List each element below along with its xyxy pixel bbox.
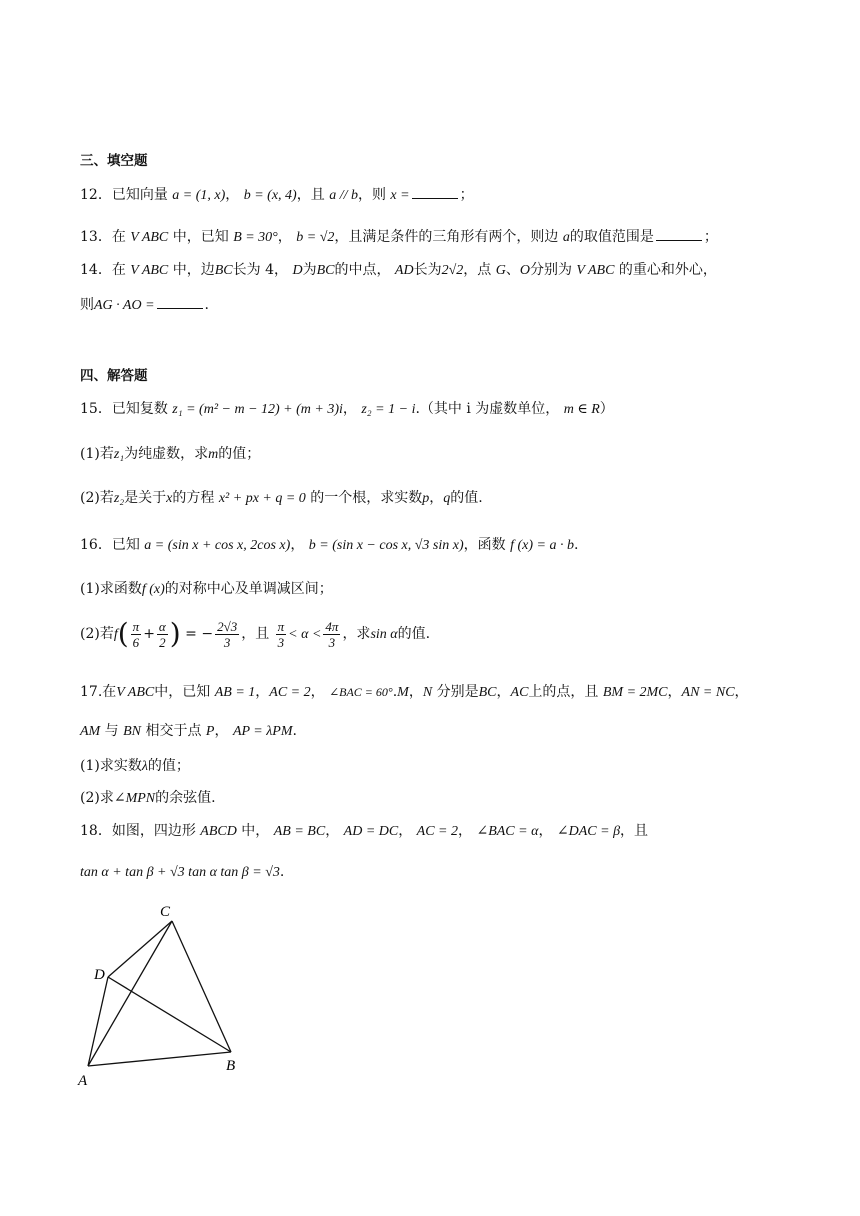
question-text: 长为 4， xyxy=(232,262,288,278)
fraction-numerator: π xyxy=(132,618,140,634)
fraction-denominator: 3 xyxy=(328,634,336,650)
separator: . xyxy=(204,297,209,313)
question-text: ，求 xyxy=(342,626,371,642)
separator: . xyxy=(279,864,285,880)
part-label: (1)求实数 xyxy=(80,758,142,774)
question-text: 的值. xyxy=(397,626,431,642)
operator: + xyxy=(143,626,155,642)
separator: ， xyxy=(310,684,325,700)
question-text: 在 xyxy=(111,262,126,278)
question-text: 为纯虚数，求 xyxy=(124,446,209,462)
separator: ， xyxy=(325,823,340,839)
question-text: 中，已知 xyxy=(172,229,229,245)
variable: q xyxy=(443,491,451,506)
part-label: (2)求 xyxy=(80,790,114,806)
diagonal-ac xyxy=(88,921,172,1066)
question-text: ，点 xyxy=(463,262,492,278)
right-paren: ) xyxy=(169,617,181,650)
function-symbol: f (x) xyxy=(141,582,165,597)
variable: z₂ xyxy=(113,491,125,506)
variable: P xyxy=(205,724,215,739)
question-text: 的对称中心及单调减区间； xyxy=(164,581,333,597)
variable: AM xyxy=(80,724,101,739)
sin-expr: sin α xyxy=(370,627,398,642)
variable: x xyxy=(166,491,173,506)
question-number: 17. xyxy=(80,684,103,700)
question-text: 的中点， xyxy=(334,262,391,278)
question-17-line-1 xyxy=(80,682,749,703)
separator: . xyxy=(573,537,579,553)
vector-b-expr: b = (sin x − cos x, √3 sin x) xyxy=(308,538,464,553)
variable: N xyxy=(422,685,433,700)
question-text: ，且满足条件的三角形有两个，则边 xyxy=(334,229,559,245)
question-12 xyxy=(80,184,474,206)
separator: ， xyxy=(290,537,305,553)
separator: ， xyxy=(225,187,240,203)
angle-condition: ∠BAC = 60° xyxy=(329,685,393,699)
edge-da xyxy=(88,977,108,1066)
question-text: 已知向量 xyxy=(111,187,168,203)
vertex-label-d: D xyxy=(94,967,105,983)
separator: ； xyxy=(459,187,474,203)
variable: z₁ xyxy=(113,447,125,462)
separator: . xyxy=(392,684,398,700)
separator: ， xyxy=(496,684,511,700)
separator: ， xyxy=(342,401,357,417)
question-18-line-1 xyxy=(80,821,648,842)
separator: ， xyxy=(398,823,413,839)
question-text: 的余弦值. xyxy=(155,790,216,806)
condition: AD = DC xyxy=(343,824,399,839)
vertex-label-c: C xyxy=(160,904,171,920)
part-label: (1)若 xyxy=(80,446,114,462)
question-text: 如图，四边形 xyxy=(111,823,196,839)
separator: ； xyxy=(703,229,718,245)
variable: λ xyxy=(141,759,148,774)
condition: AB = BC xyxy=(273,824,326,839)
question-15-part-1 xyxy=(80,444,260,465)
question-16-part-2 xyxy=(80,616,430,656)
separator: ， xyxy=(538,823,553,839)
edge-bc xyxy=(172,921,231,1052)
variable: a xyxy=(562,230,570,245)
question-text: 在 xyxy=(111,229,126,245)
question-text: 的值； xyxy=(147,758,190,774)
question-text: 的一个根，求实数 xyxy=(310,490,423,506)
vertex-label-b: B xyxy=(226,1058,236,1074)
fraction xyxy=(215,619,239,650)
question-text: 与 xyxy=(104,723,119,739)
condition: ∠BAC = α xyxy=(476,824,539,839)
m-domain: m ∈ R xyxy=(563,402,600,417)
fraction xyxy=(131,619,142,650)
angle-symbol: ∠MPN xyxy=(113,791,156,806)
edge-cd xyxy=(108,921,172,977)
separator: 、 xyxy=(505,262,520,278)
vector-b-expr: b = (x, 4) xyxy=(243,188,297,203)
question-text: 的重心和外心， xyxy=(618,262,717,278)
parallel-expr: a // b xyxy=(329,188,358,203)
condition: ∠DAC = β xyxy=(556,824,621,839)
question-text: 中，边 xyxy=(172,262,215,278)
separator: ， xyxy=(667,684,682,700)
question-text: 上的点，且 xyxy=(528,684,599,700)
edge-ab xyxy=(88,1052,231,1066)
variable: AD xyxy=(394,263,414,278)
variable: BC xyxy=(316,263,335,278)
separator: ，且 xyxy=(296,187,325,203)
separator: ， xyxy=(408,684,423,700)
variable: D xyxy=(292,263,303,278)
fraction-denominator: 6 xyxy=(132,634,140,650)
variable: G xyxy=(495,263,506,278)
variable: p xyxy=(422,491,430,506)
question-text: 相交于点 xyxy=(145,723,202,739)
vertex-label-a: A xyxy=(78,1073,88,1089)
question-15 xyxy=(80,399,614,420)
question-text: 的方程 xyxy=(172,490,215,506)
angle-condition: B = 30° xyxy=(233,230,278,245)
section-title-fill-in: 三、填空题 xyxy=(80,153,148,169)
variable: BC xyxy=(478,685,497,700)
value: 2√2 xyxy=(441,263,464,278)
side-condition: AC = 2 xyxy=(269,685,311,700)
question-text: 长为 xyxy=(413,262,442,278)
fraction-numerator: 2√3 xyxy=(217,618,238,634)
variable: m xyxy=(208,447,219,462)
fraction-numerator: α xyxy=(158,618,166,634)
vector-condition: AN = NC xyxy=(681,685,735,700)
question-text: 中， xyxy=(241,823,270,839)
function-symbol: f xyxy=(113,627,118,642)
fraction-numerator: 4π xyxy=(325,618,339,634)
triangle-symbol: V ABC xyxy=(576,263,615,278)
question-text: ，且 xyxy=(241,626,270,642)
question-text: ） xyxy=(599,401,614,417)
question-text: 的值. xyxy=(450,490,483,506)
question-text: 中，已知 xyxy=(154,684,211,700)
equation: tan α + tan β + √3 tan α tan β = √3 xyxy=(80,865,280,880)
separator: ， xyxy=(277,229,292,245)
question-13 xyxy=(80,226,718,248)
question-16-part-1 xyxy=(80,579,333,600)
fraction xyxy=(157,619,168,650)
side-condition: b = √2 xyxy=(296,230,335,245)
part-label: (1)求函数 xyxy=(80,581,142,597)
separator: ，则 xyxy=(357,187,386,203)
question-text: .（其中 i 为虚数单位， xyxy=(415,401,560,417)
part-label: (2)若 xyxy=(80,490,114,506)
separator: ， xyxy=(255,684,270,700)
question-text: 则 xyxy=(80,297,94,313)
question-number: 14． xyxy=(80,262,112,278)
question-text: 在 xyxy=(102,684,117,700)
equation: x² + px + q = 0 xyxy=(218,491,306,506)
question-text: 已知 xyxy=(111,537,140,553)
question-number: 18． xyxy=(80,823,112,839)
fraction xyxy=(323,619,340,650)
function-expr: f (x) = a · b xyxy=(510,538,574,553)
question-text: 分别为 xyxy=(529,262,572,278)
section-title-solutions: 四、解答题 xyxy=(80,368,148,384)
operator: = − xyxy=(185,626,214,642)
triangle-symbol: V ABC xyxy=(130,230,169,245)
question-text: 是关于 xyxy=(124,490,167,506)
vector-a-expr: a = (1, x) xyxy=(172,188,226,203)
separator: ， xyxy=(429,490,444,506)
triangle-symbol: V ABC xyxy=(130,263,169,278)
variable: BC xyxy=(214,263,233,278)
question-text: 已知复数 xyxy=(111,401,168,417)
question-17-part-1 xyxy=(80,756,190,777)
part-label: (2)若 xyxy=(80,626,114,642)
separator: ， xyxy=(458,823,473,839)
separator: . xyxy=(292,723,297,739)
quadrilateral-figure xyxy=(70,890,270,1090)
fraction-numerator: π xyxy=(277,618,285,634)
dot-product-expr: AG · AO = xyxy=(94,298,155,313)
vector-condition: AP = λPM xyxy=(232,724,293,739)
answer-blank xyxy=(157,294,203,309)
z1-expr: z₁ = (m² − m − 12) + (m + 3)i xyxy=(172,402,343,417)
question-18-line-2 xyxy=(80,862,284,883)
fraction-denominator: 3 xyxy=(277,634,285,650)
question-text: ，函数 xyxy=(463,537,506,553)
question-17-line-2 xyxy=(80,721,297,742)
question-14-line-2 xyxy=(80,294,209,316)
vector-a-expr: a = (sin x + cos x, 2cos x) xyxy=(144,538,291,553)
left-paren: ( xyxy=(117,617,129,650)
question-number: 12． xyxy=(80,187,112,203)
question-text: 的值； xyxy=(218,446,261,462)
side-condition: AB = 1 xyxy=(214,685,256,700)
variable: M xyxy=(397,685,409,700)
quadrilateral-name: ABCD xyxy=(200,824,237,839)
question-17-part-2 xyxy=(80,788,216,809)
diagonal-bd xyxy=(108,977,231,1052)
separator: ， xyxy=(734,684,749,700)
question-number: 16． xyxy=(80,537,112,553)
question-number: 13． xyxy=(80,229,112,245)
answer-blank xyxy=(656,226,702,241)
question-text: ，且 xyxy=(620,823,649,839)
question-16 xyxy=(80,535,578,556)
condition: AC = 2 xyxy=(416,824,459,839)
vector-condition: BM = 2MC xyxy=(602,685,668,700)
variable: O xyxy=(519,263,530,278)
inequality: < α < xyxy=(288,627,322,642)
separator: ， xyxy=(214,723,229,739)
x-expr: x = xyxy=(390,188,410,203)
fraction-denominator: 2 xyxy=(159,634,166,650)
question-text: 分别是 xyxy=(436,684,479,700)
question-text: 为 xyxy=(302,262,317,278)
question-14-line-1 xyxy=(80,260,717,281)
fraction xyxy=(276,619,287,650)
question-number: 15． xyxy=(80,401,112,417)
triangle-symbol: V ABC xyxy=(116,685,155,700)
z2-expr: z₂ = 1 − i xyxy=(361,402,416,417)
question-15-part-2 xyxy=(80,488,483,509)
answer-blank xyxy=(412,184,458,199)
fraction-denominator: 3 xyxy=(223,634,231,650)
variable: BN xyxy=(123,724,142,739)
variable: AC xyxy=(510,685,529,700)
question-text: 的取值范围是 xyxy=(569,229,654,245)
